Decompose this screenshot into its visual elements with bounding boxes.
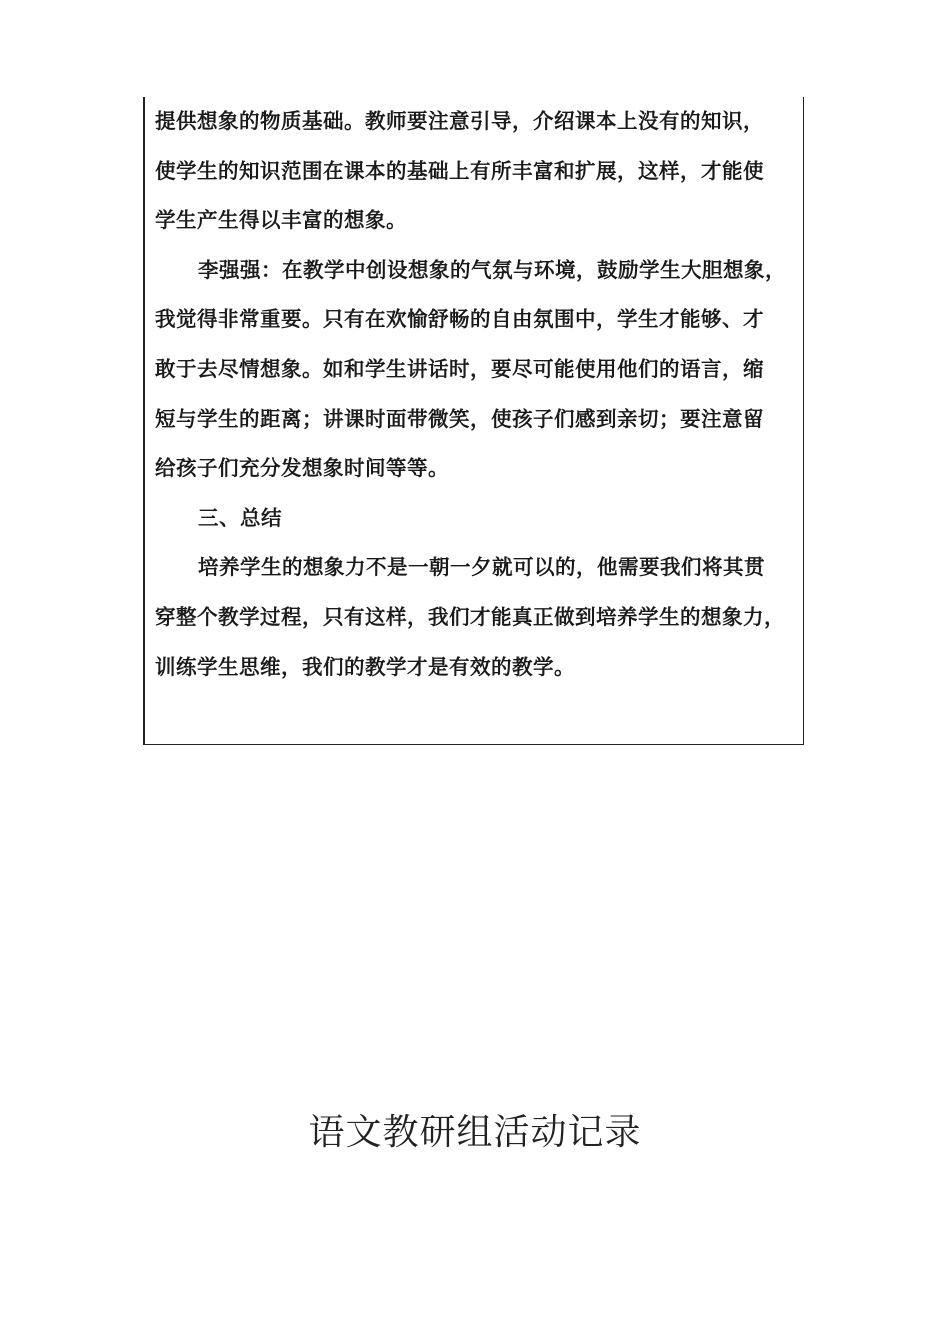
section-heading: 三、总结 — [198, 505, 282, 530]
text-line: 李强强：在教学中创设想象的气氛与环境，鼓励学生大胆想象， — [198, 257, 786, 282]
text-line: 学生产生得以丰富的想象。 — [155, 208, 407, 233]
text-line: 穿整个教学过程，只有这样，我们才能真正做到培养学生的想象力， — [155, 604, 785, 629]
text-line: 培养学生的想象力不是一朝一夕就可以的，他需要我们将其贯 — [198, 555, 765, 580]
record-table — [143, 97, 804, 745]
text-line: 我觉得非常重要。只有在欢愉舒畅的自由氛围中，学生才能够、才 — [155, 307, 764, 332]
text-line: 训练学生思维，我们的教学才是有效的教学。 — [155, 654, 575, 679]
record-text — [155, 97, 798, 692]
text-line: 短与学生的距离；讲课时面带微笑，使孩子们感到亲切；要注意留 — [155, 406, 764, 431]
text-line: 敢于去尽情想象。如和学生讲话时，要尽可能使用他们的语言，缩 — [155, 356, 764, 381]
text-line: 提供想象的物质基础。教师要注意引导，介绍课本上没有的知识， — [155, 109, 764, 133]
text-line: 给孩子们充分发想象时间等等。 — [155, 456, 449, 481]
document-title: 语文教研组活动记录 — [308, 1112, 642, 1153]
text-line: 使学生的知识范围在课本的基础上有所丰富和扩展，这样，才能使 — [155, 158, 764, 183]
